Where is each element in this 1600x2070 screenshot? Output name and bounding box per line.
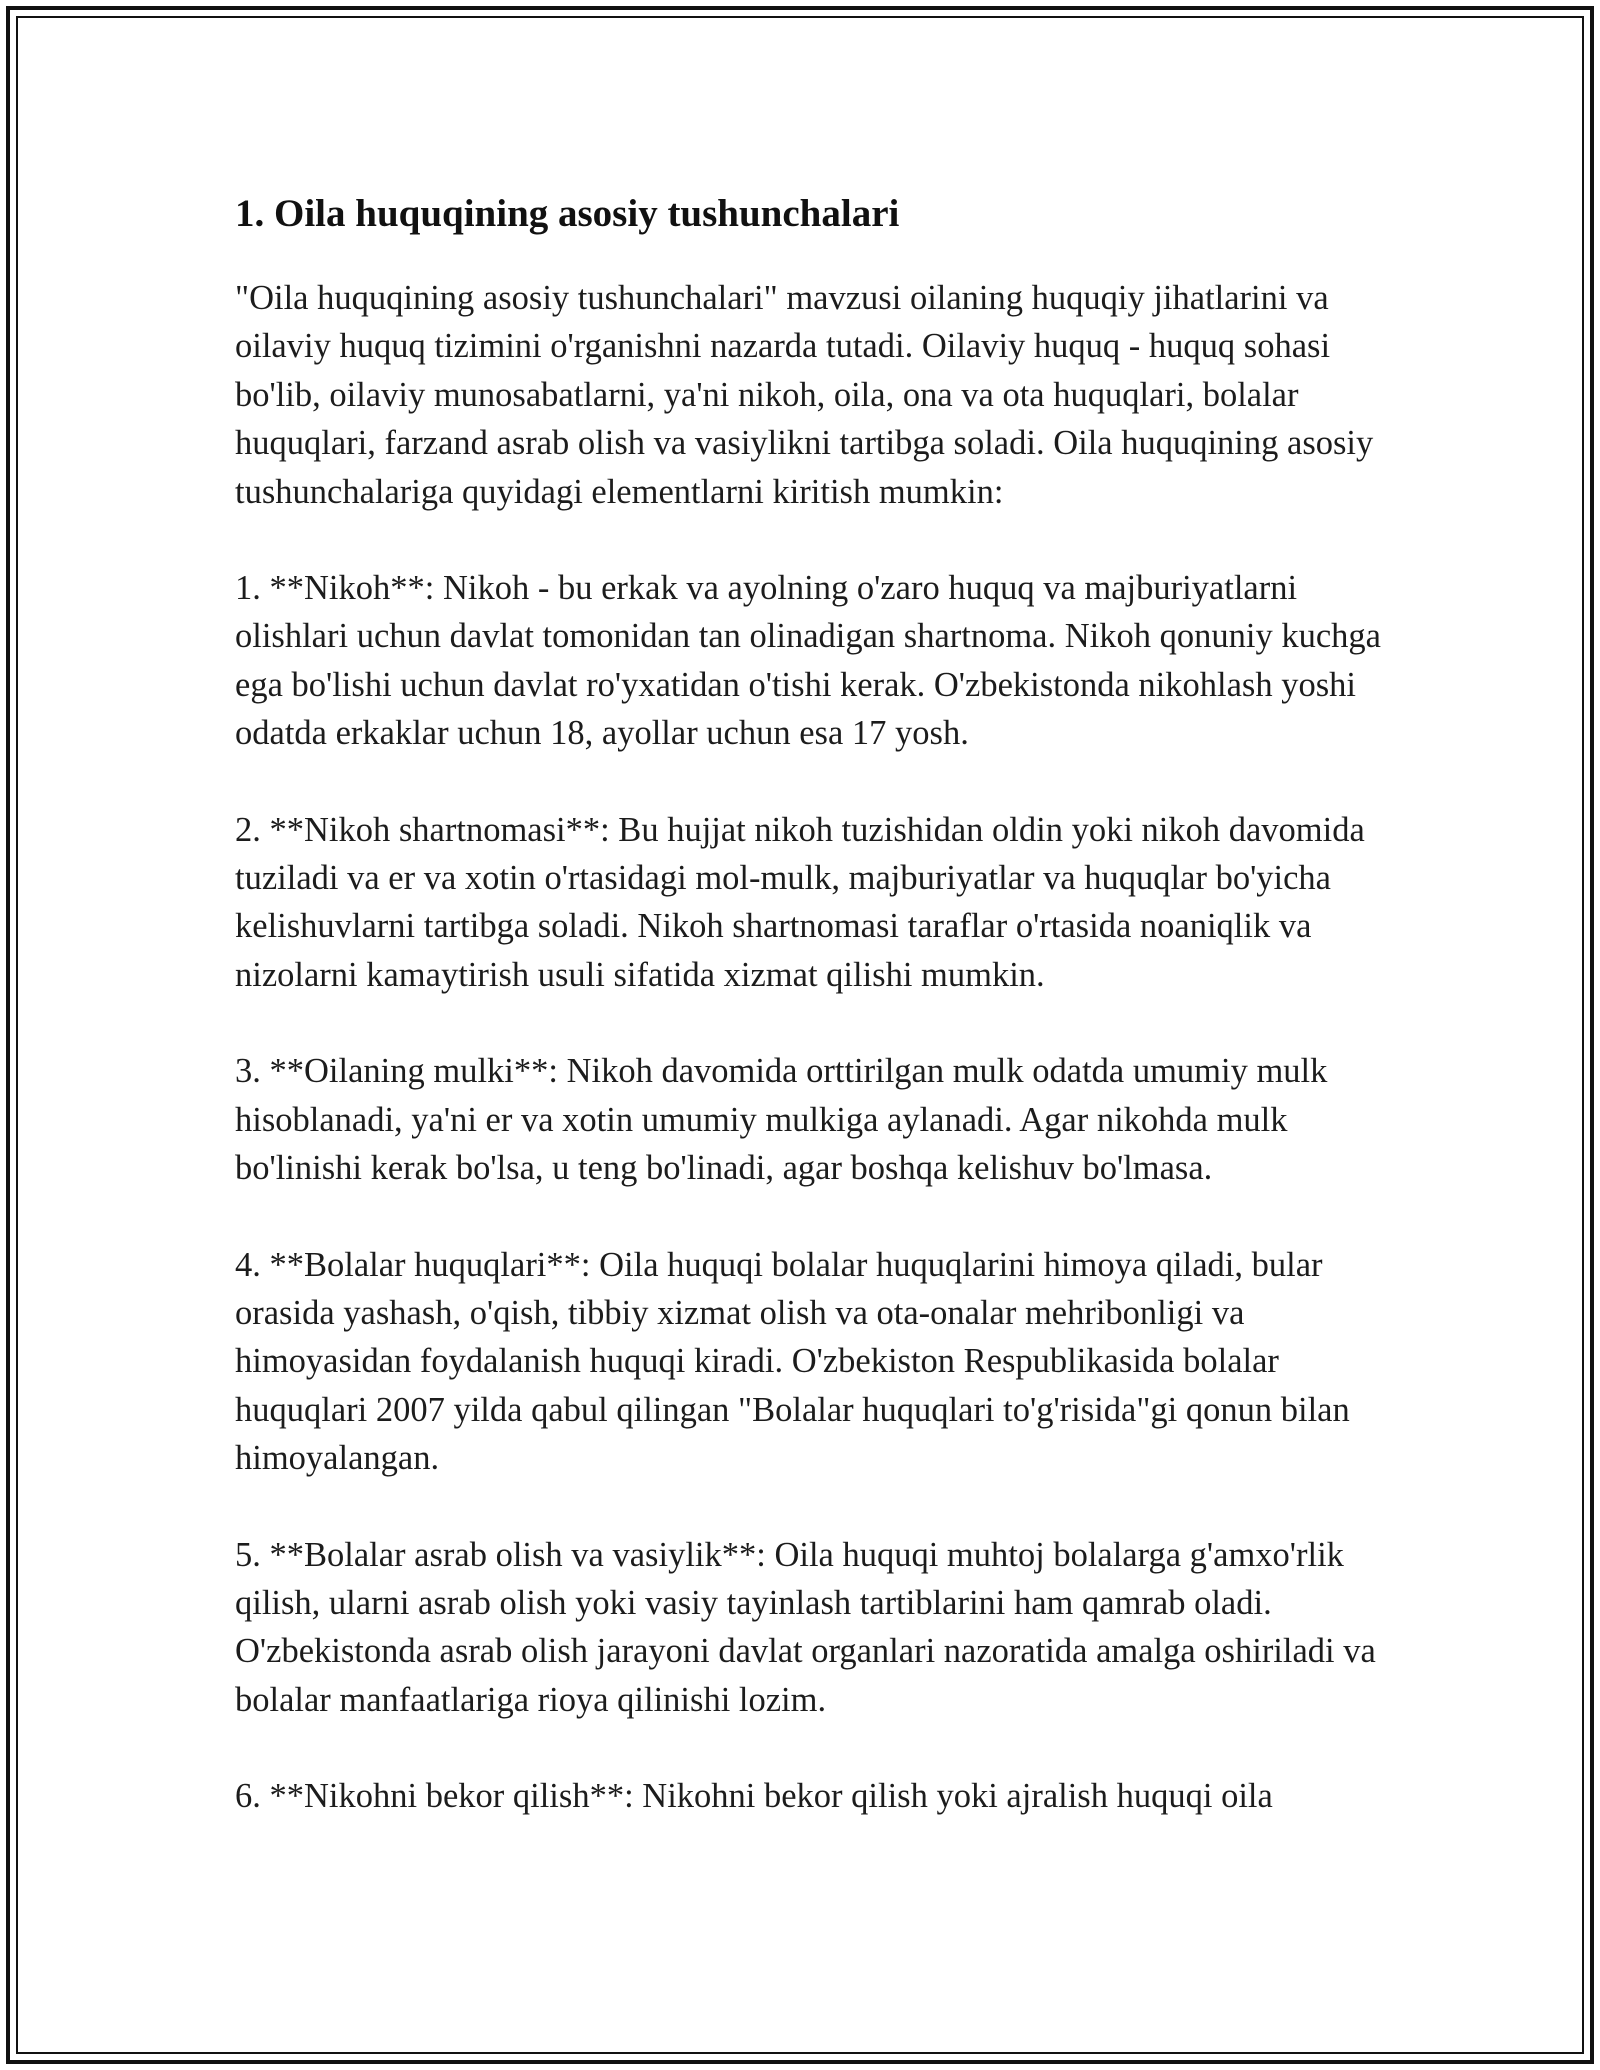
paragraph-asrab-olish: 5. **Bolalar asrab olish va vasiylik**: Oila huquqi muhtoj bolalarga g'amxo'rlik qilish, ularni asrab olish yoki vasiy tayinlash tartiblarini ham qamrab oladi. O'zbekistonda asrab olish jarayoni davlat organlari nazoratida amalga oshiriladi va bolalar manfaatlariga rioya qilinishi lozim.: [235, 1535, 1376, 1719]
document-body: [235, 186, 1395, 1869]
document-title: 1. Oila huquqining asosiy tushunchalari: [235, 192, 900, 235]
intro-paragraph: "Oila huquqining asosiy tushunchalari" mavzusi oilaning huquqiy jihatlarini va oilaviy huquq tizimini o'rganishni nazarda tutadi. Oilaviy huquq - huquq sohasi bo'lib, oilaviy munosabatlarni, ya'ni nikoh, oila, ona va ota huquqlari, bolalar huquqlari, farzand asrab olish va vasiylikni tartibga soladi. Oila huquqining asosiy tushunchalariga quyidagi elementlarni kiritish mumkin:: [235, 279, 1374, 511]
paragraph-bolalar-huquqlari: 4. **Bolalar huquqlari**: Oila huquqi bolalar huquqlarini himoya qiladi, bular orasida yashash, o'qish, tibbiy xizmat olish va ota-onalar mehribonligi va himoyasidan foydalanish huquqi kiradi. O'zbekiston Respublikasida bolalar huquqlari 2007 yilda qabul qilingan "Bolalar huquqlari to'g'risida"gi qonun bilan himoyalangan.: [235, 1245, 1350, 1478]
paragraph-nikoh-shartnomasi: 2. **Nikoh shartnomasi**: Bu hujjat nikoh tuzishidan oldin yoki nikoh davomida tuziladi va er va xotin o'rtasidagi mol-mulk, majburiyatlar va huquqlar bo'yicha kelishuvlarni tartibga soladi. Nikoh shartnomasi taraflar o'rtasida noaniqlik va nizolarni kamaytirish usuli sifatida xizmat qilishi mumkin.: [235, 810, 1365, 994]
paragraph-nikoh: 1. **Nikoh**: Nikoh - bu erkak va ayolning o'zaro huquq va majburiyatlarni olishlari uchun davlat tomonidan tan olinadigan shartnoma. Nikoh qonuniy kuchga ega bo'lishi uchun davlat ro'yxatidan o'tishi kerak. O'zbekistonda nikohlash yoshi odatda erkaklar uchun 18, ayollar uchun esa 17 yosh.: [235, 569, 1381, 753]
paragraph-oilaning-mulki: 3. **Oilaning mulki**: Nikoh davomida orttirilgan mulk odatda umumiy mulk hisoblanadi, ya'ni er va xotin umumiy mulkiga aylanadi. Agar nikohda mulk bo'linishi kerak bo'lsa, u teng bo'linadi, agar boshqa kelishuv bo'lmasa.: [235, 1052, 1328, 1188]
paragraph-nikohni-bekor-qilish: 6. **Nikohni bekor qilish**: Nikohni bekor qilish yoki ajralish huquqi oila: [235, 1777, 1273, 1816]
